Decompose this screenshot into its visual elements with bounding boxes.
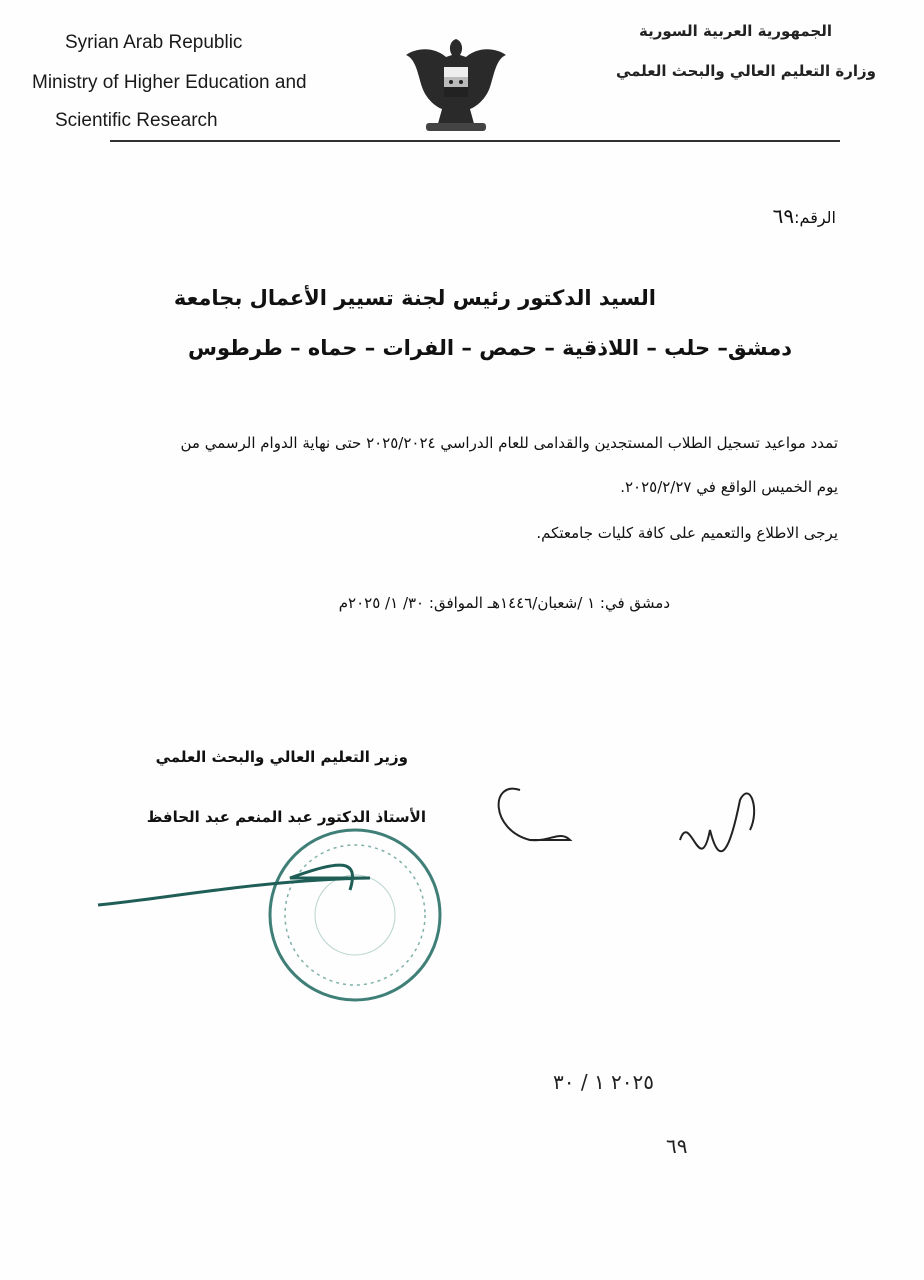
body-line3: يرجى الاطلاع والتعميم على كافة كليات جامعتكم. xyxy=(536,524,838,542)
reference-value: ٦٩ xyxy=(772,204,795,228)
handwritten-number: ٦٩ xyxy=(666,1134,688,1158)
signature-mark-2 xyxy=(680,793,754,851)
signature-mark-1 xyxy=(499,789,570,841)
body-line1: تمدد مواعيد تسجيل الطلاب المستجدين والقدامى للعام الدراسي ٢٠٢٥/٢٠٢٤ حتى نهاية الدوام الرسمي من xyxy=(180,434,838,452)
header-ar-country: الجمهورية العربية السورية xyxy=(639,22,832,40)
signatory-name: الأستاذ الدكتور عبد المنعم عبد الحافظ xyxy=(146,808,426,826)
official-stamp xyxy=(270,830,440,1000)
header-en-ministry: Ministry of Higher Education and xyxy=(32,72,307,93)
header-divider xyxy=(110,140,840,142)
reference-number xyxy=(773,204,836,228)
header-en-country: Syrian Arab Republic xyxy=(65,32,243,53)
signatures-and-stamp xyxy=(90,770,790,1010)
addressee-line2: دمشق– حلب – اللاذقية – حمص – الفرات – حماه – طرطوس xyxy=(188,336,792,360)
eagle-emblem-icon xyxy=(402,35,510,137)
reference-label: الرقم: xyxy=(794,208,836,227)
handwritten-date: ٢٠٢٥ ١ / ٣٠ xyxy=(553,1070,655,1094)
addressee-line1: السيد الدكتور رئيس لجنة تسيير الأعمال بجامعة xyxy=(173,286,656,310)
header-ar-ministry: وزارة التعليم العالي والبحث العلمي xyxy=(615,62,876,80)
signatory-title: وزير التعليم العالي والبحث العلمي xyxy=(155,748,408,766)
date-line: دمشق في: ١ /شعبان/١٤٤٦هـ الموافق: ٣٠/ ١/ ٢٠٢٥م xyxy=(338,594,670,612)
body-line2: يوم الخميس الواقع في ٢٠٢٥/٢/٢٧. xyxy=(620,478,838,496)
header-en-research: Scientific Research xyxy=(55,110,218,131)
